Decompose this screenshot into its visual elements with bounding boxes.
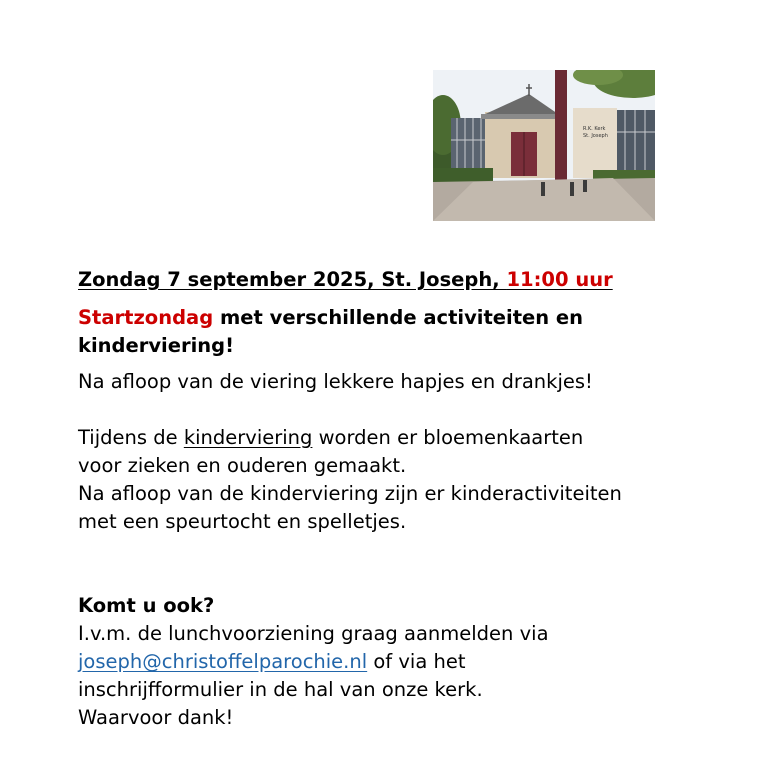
event-time: 11:00 uur — [506, 268, 613, 291]
kinderviering-paragraph — [78, 424, 718, 536]
signup-line1: I.v.m. de lunchvoorziening graag aanmelden via — [78, 622, 549, 645]
kinderviering-line2: voor zieken en ouderen gemaakt. — [78, 454, 407, 477]
subheading-rest: met verschillende activiteiten en kinderviering! — [78, 306, 584, 357]
thanks-text: Waarvoor dank! — [78, 706, 234, 729]
email-link[interactable]: joseph@christoffelparochie.nl — [78, 650, 368, 673]
event-subheading — [78, 304, 718, 360]
startzondag-label: Startzondag — [78, 306, 214, 329]
announcement — [78, 266, 718, 732]
signup-line3: inschrijfformulier in de hal van onze kerk. — [78, 678, 483, 701]
signup-question: Komt u ook? — [78, 594, 215, 617]
kinderviering-line3: Na afloop van de kinderviering zijn er kinderactiviteiten — [78, 482, 622, 505]
kinderviering-line4: met een speurtocht en spelletjes. — [78, 510, 407, 533]
intro-text: Na afloop van de viering lekkere hapjes en drankjes! — [78, 370, 593, 393]
church-sign-line2: St. Joseph — [583, 133, 608, 139]
church-photo — [433, 70, 655, 221]
church-sign-line1: R.K. Kerk — [583, 126, 606, 132]
signup-paragraph — [78, 620, 718, 732]
event-heading — [78, 266, 718, 294]
kinderviering-line1: Tijdens de kinderviering worden er bloemenkaarten — [78, 426, 584, 449]
kinderviering-word: kinderviering — [183, 426, 313, 449]
signup-line2: joseph@christoffelparochie.nl of via het — [78, 650, 466, 673]
event-date-location: Zondag 7 september 2025, St. Joseph, — [78, 268, 507, 291]
